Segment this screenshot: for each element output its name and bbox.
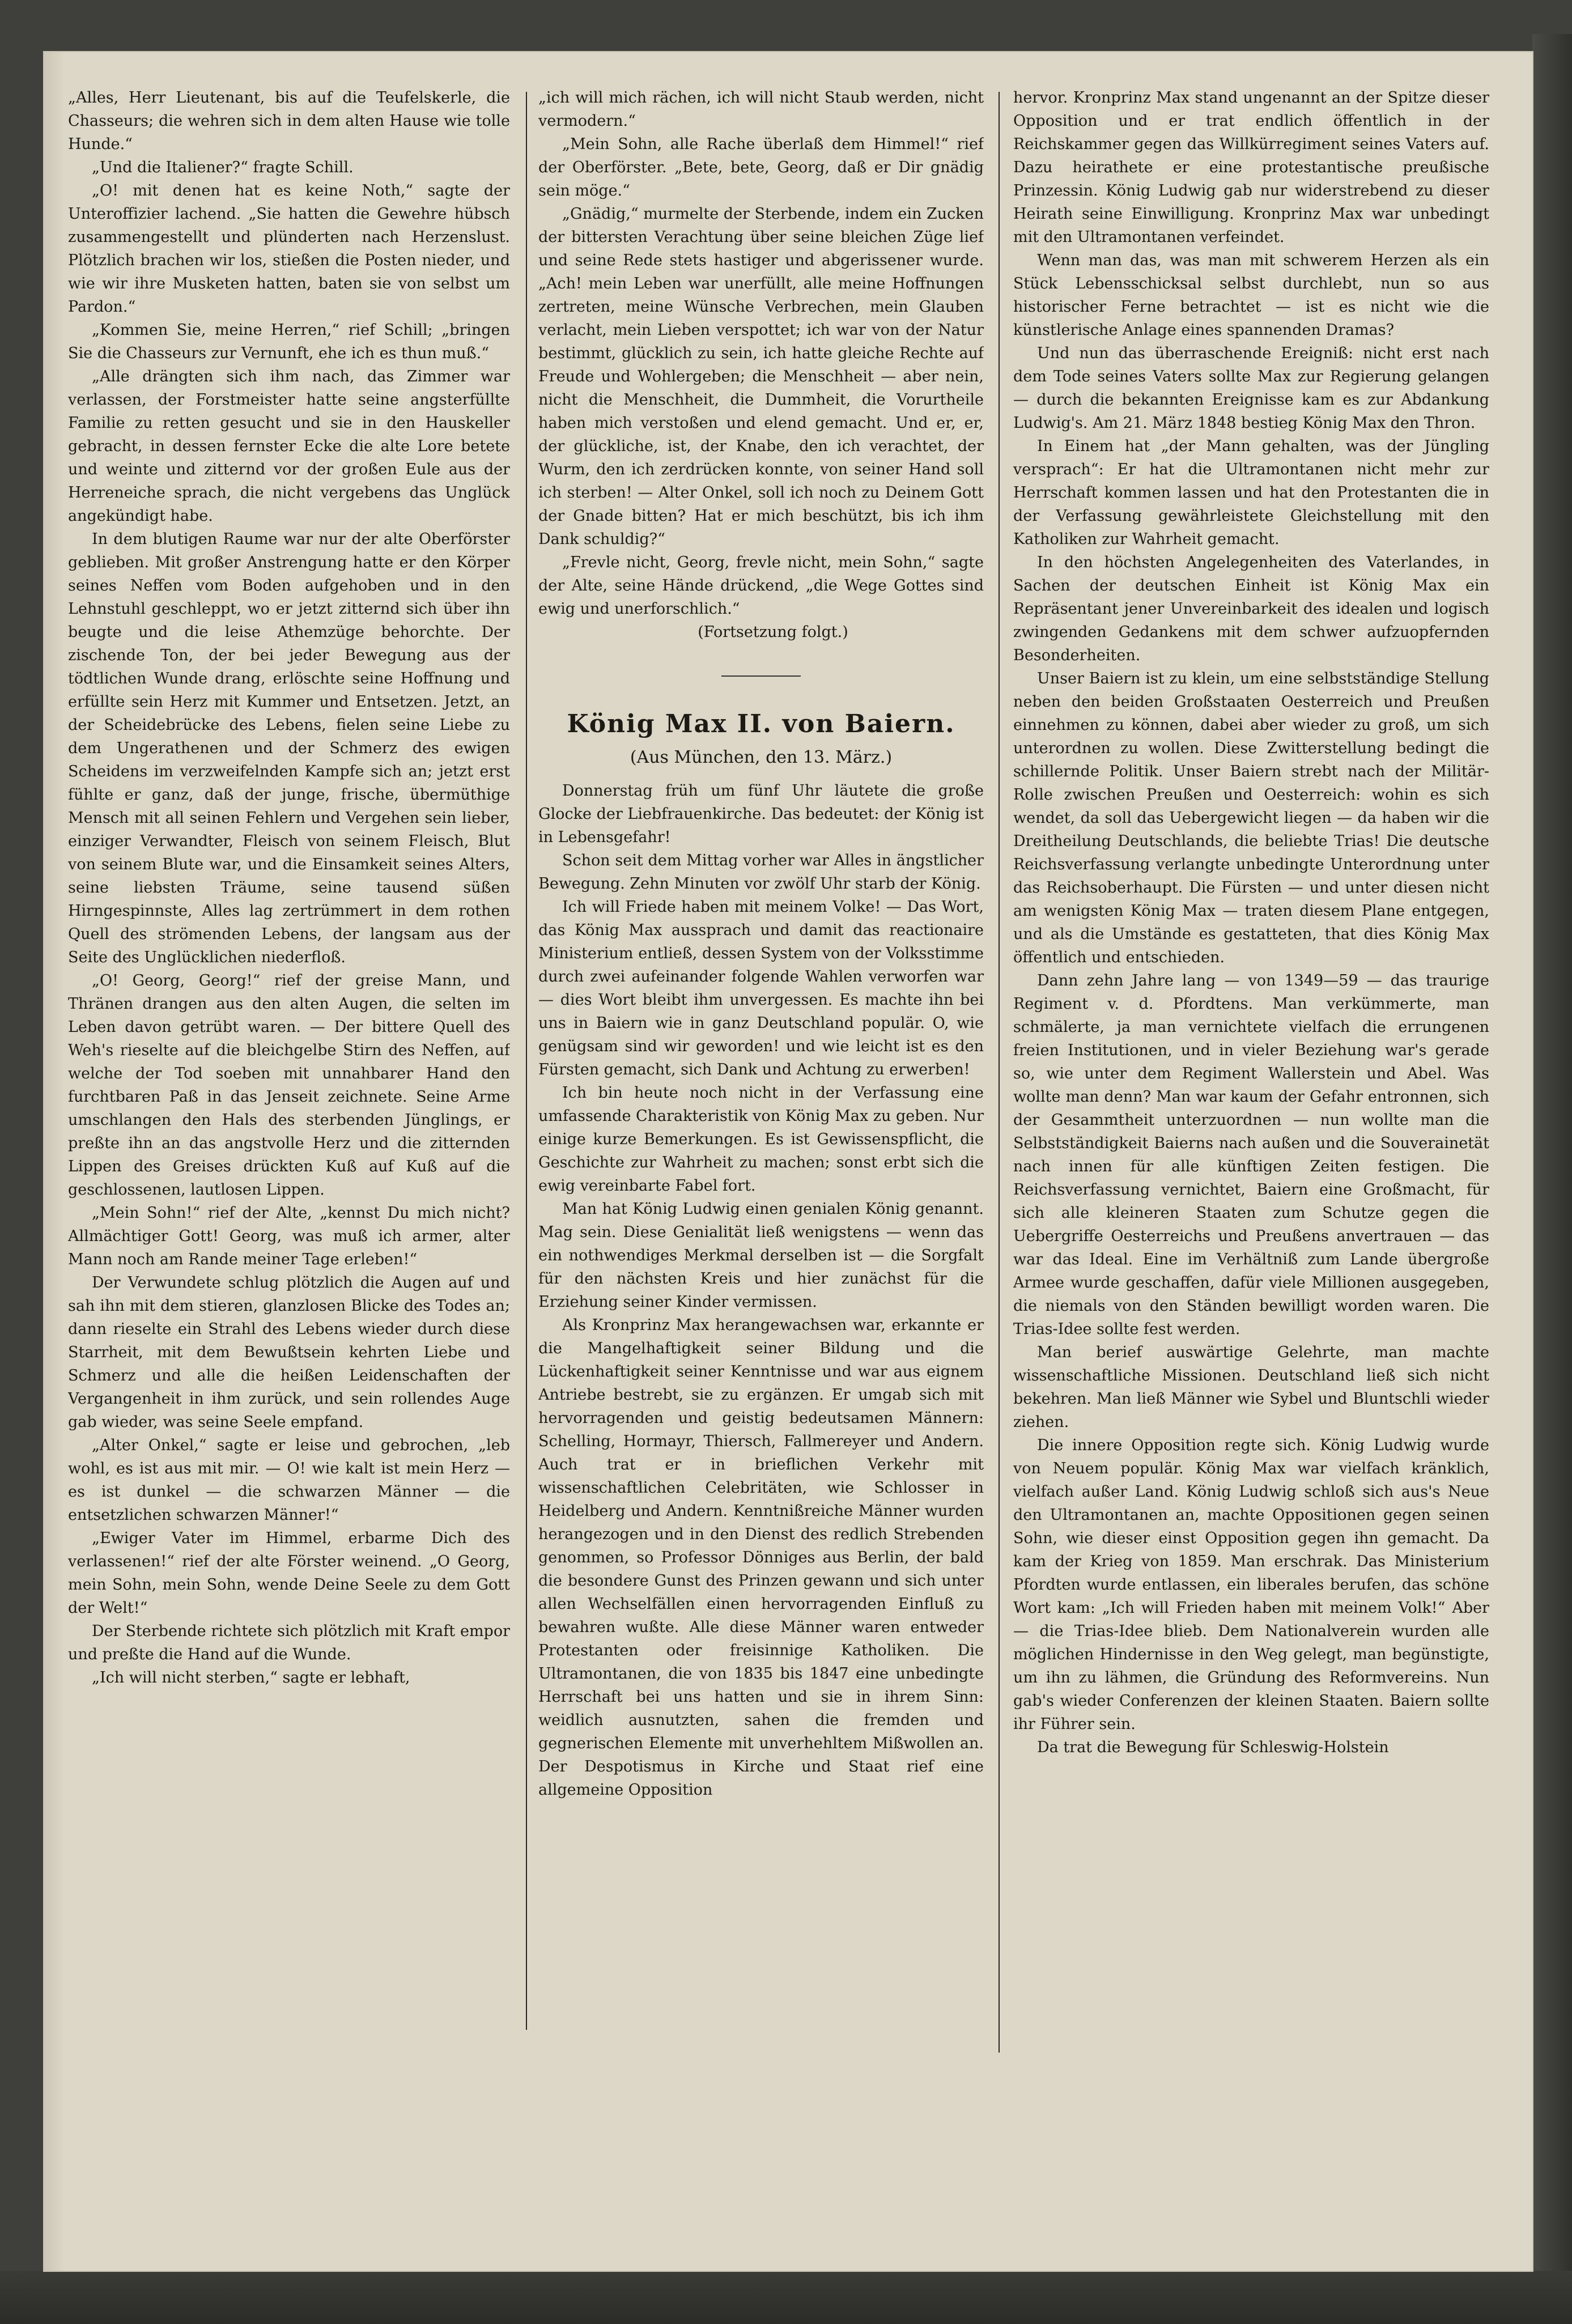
paragraph: „Kommen Sie, meine Herren,“ rief Schill; „bringen Sie die Chasseurs zur Vernunft, ehe ich es thun muß.“ [68, 321, 510, 362]
paragraph: Und nun das überraschende Ereigniß: nicht erst nach dem Tode seines Vaters sollte Max zur Regierung gelangen — durch die bekannten Ereignisse kam es zur Abdankung Ludwig's. Am 21. März 1848 bestieg König Max den Thron. [1013, 345, 1489, 432]
page-bottom-dark [0, 2271, 1572, 2324]
article-dateline: (Aus München, den 13. März.) [630, 747, 893, 767]
column-1 [68, 86, 510, 2024]
paragraph: In dem blutigen Raume war nur der alte Oberförster geblieben. Mit großer Anstrengung hatte er den Körper seines Neffen vom Boden aufgehoben und in den Lehnstuhl geschleppt, wo er jetzt zitternd sich über ihn beugte und die leise Athemzüge behorchte. Der zischende Ton, der bei jeder Bewegung aus der tödtlichen Wunde drang, erlöschte seine Hoffnung und erfüllte sein Herz mit Kummer und Entsetzen. Jetzt, an der Scheidebrücke des Lebens, fielen seine Liebe zu dem Ungerathenen und der Schmerz des ewigen Scheidens im verzweifelnden Kampfe sich an; jetzt erst fühlte er ganz, daß der junge, frische, übermüthige Mensch mit all seinen Fehlern und Vergehen sein lieber, einziger Verwandter, Fleisch von seinem Fleisch, Blut von seinem Blute war, und die Einsamkeit seines Alters, seine liebsten Träume, seine tausend süßen Hirngespinnste, Alles lag zertrümmert in dem rothen Quell des strömenden Lebens, der langsam aus der Seite des Unglücklichen niederfloß. [68, 530, 510, 966]
column-2 [538, 86, 984, 2047]
paragraph: „Mein Sohn!“ rief der Alte, „kennst Du mich nicht? Allmächtiger Gott! Georg, was muß ich armer, alter Mann noch am Rande meiner Tage erleben!“ [68, 1204, 510, 1268]
paragraph: „Alles, Herr Lieutenant, bis auf die Teufelskerle, die Chasseurs; die wehren sich in dem alten Hause wie tolle Hunde.“ [68, 89, 510, 153]
paragraph: Man hat König Ludwig einen genialen König genannt. Mag sein. Diese Genialität ließ wenigstens — wenn das ein nothwendiges Merkmal derselben ist — die Sorgfalt für den nächsten Kreis und hier zunächst für die Erziehung seiner Kinder vermissen. [538, 1200, 984, 1311]
section-separator [721, 675, 801, 677]
article-headline: König Max II. von Baiern. [567, 709, 955, 738]
column-3 [1013, 86, 1489, 2058]
paragraph: hervor. Kronprinz Max stand ungenannt an der Spitze dieser Opposition und er trat endlich öffentlich in der Reichskammer gegen das Willkürregiment seines Vaters auf. Dazu heirathete er eine protestantische preußische Prinzessin. König Ludwig gab nur widerstrebend zu dieser Heirath seine Einwilligung. Kronprinz Max war unbedingt mit den Ultramontanen verfeindet. [1013, 89, 1489, 246]
paragraph: Der Verwundete schlug plötzlich die Augen auf und sah ihn mit dem stieren, glanzlosen Blicke des Todes an; dann rieselte ein Strahl des Lebens wieder durch diese Starrheit, mit dem Bewußtsein kehrten Liebe und Schmerz und alle die heißen Leidenschaften der Vergangenheit in ihm zurück, und sein rollendes Auge gab wieder, was seine Seele empfand. [68, 1274, 510, 1431]
paragraph: „ich will mich rächen, ich will nicht Staub werden, nicht vermodern.“ [538, 89, 984, 130]
column-divider [526, 92, 527, 2030]
paragraph: „O! mit denen hat es keine Noth,“ sagte der Unteroffizier lachend. „Sie hatten die Gewehre hübsch zusammengestellt und plünderten nach Herzenslust. Plötzlich brachen wir los, stießen die Posten nieder, und wie wir ihre Musketen hatten, baten sie von selbst um Pardon.“ [68, 182, 510, 316]
paragraph: Ich will Friede haben mit meinem Volke! — Das Wort, das König Max aussprach und damit das reactionaire Ministerium entließ, dessen System von der Volksstimme durch zwei aufeinander folgende Wahlen verworfen war — dies Wort bleibt ihm unvergessen. Es machte ihn bei uns in Baiern wie in ganz Deutschland populär. O, wie genügsam sind wir geworden! und wie leicht ist es den Fürsten gemacht, sich Dank und Achtung zu erwerben! [538, 898, 984, 1078]
column-divider [999, 92, 1000, 2053]
paragraph: In den höchsten Angelegenheiten des Vaterlandes, in Sachen der deutschen Einheit ist König Max ein Repräsentant jener Unvereinbarkeit des idealen und logisch zwingenden Gedankens mit dem schwer aufzuopfernden Besonderheiten. [1013, 554, 1489, 664]
paragraph: Man berief auswärtige Gelehrte, man machte wissenschaftliche Missionen. Deutschland ließ sich nicht bekehren. Man ließ Männer wie Sybel und Bluntschli wieder ziehen. [1013, 1344, 1489, 1431]
serial-continuation-note: (Fortsetzung folgt.) [698, 623, 848, 641]
paragraph: Als Kronprinz Max herangewachsen war, erkannte er die Mangelhaftigkeit seiner Bildung und die Lückenhaftigkeit seiner Kenntnisse und war aus eignem Antriebe bestrebt, sie zu ergänzen. Er umgab sich mit hervorragenden und geistig bedeutsamen Männern: Schelling, Hormayr, Thiersch, Fallmereyer und Andern. Auch trat er in brieflichen Verkehr mit wissenschaftlichen Celebritäten, wie Schlosser in Heidelberg und Andern. Kenntnißreiche Männer wurden herangezogen und in den Dienst des redlich Strebenden genommen, so Professor Dönniges aus Berlin, der bald die besondere Gunst des Prinzen gewann und sich unter allen Wechselfällen einen hervorragenden Einfluß zu bewahren wußte. Alle diese Männer waren entweder Protestanten oder freisinnige Katholiken. Die Ultramontanen, die von 1835 bis 1847 eine unbedingte Herrschaft bei uns hatten und sie in ihrem Sinn: weidlich ausnutzten, sahen die fremden und gegnerischen Elemente mit unverhehltem Mißwollen an. Der Despotismus in Kirche und Staat rief eine allgemeine Opposition [538, 1316, 984, 1799]
paragraph: In Einem hat „der Mann gehalten, was der Jüngling versprach“: Er hat die Ultramontanen nicht mehr zur Herrschaft kommen lassen und hat den Protestanten die in der Verfassung gewährleistete Gleichstellung mit den Katholiken zur Wahrheit gemacht. [1013, 437, 1489, 548]
paragraph: Wenn man das, was man mit schwerem Herzen als ein Stück Lebensschicksal selbst durchlebt, nun so aus historischer Ferne betrachtet — ist es nicht wie die künstlerische Anlage eines spannenden Dramas? [1013, 252, 1489, 339]
paragraph: „Alle drängten sich ihm nach, das Zimmer war verlassen, der Forstmeister hatte seine angsterfüllte Familie zu retten gesucht und sie in den Hauskeller gebracht, in dessen fernster Ecke die alte Lore betete und weinte und zitternd vor der großen Eule aus der Herreneiche sprach, die nicht vergebens das Unglück angekündigt habe. [68, 368, 510, 525]
paragraph: Ich bin heute noch nicht in der Verfassung eine umfassende Charakteristik von König Max zu geben. Nur einige kurze Bemerkungen. Es ist Gewissenspflicht, die Geschichte zur Wahrheit zu machen; sonst erbt sich die ewig vereinbarte Fabel fort. [538, 1084, 984, 1195]
paragraph: „Alter Onkel,“ sagte er leise und gebrochen, „leb wohl, es ist aus mit mir. — O! wie kalt ist mein Herz — es ist dunkel — die schwarzen Männer — die entsetzlichen schwarzen Männer!“ [68, 1437, 510, 1524]
paragraph: „Gnädig,“ murmelte der Sterbende, indem ein Zucken der bittersten Verachtung über seine bleichen Züge lief und seine Rede stets hastiger und abgerissener wurde. „Ach! mein Leben war unerfüllt, alle meine Hoffnungen zertreten, meine Wünsche Verbrechen, mein Glauben verlacht, mein Lieben verspottet; ich war von der Natur bestimmt, glücklich zu sein, ich hatte gleiche Rechte auf Freude und Wohlergeben; die Menschheit — aber nein, nicht die Menschheit, die Dummheit, die Vorurtheile haben mich verstoßen und elend gemacht. Und er, er, der glückliche, ist, der Knabe, den ich verachtet, der Wurm, den ich zerdrücken konnte, von seiner Hand soll ich sterben! — Alter Onkel, soll ich noch zu Deinem Gott der Gnade bitten? Hat er mich beschützt, bis ich ihm Dank schuldig?“ [538, 205, 984, 548]
paragraph: „Ewiger Vater im Himmel, erbarme Dich des verlassenen!“ rief der alte Förster weinend. „O Georg, mein Sohn, mein Sohn, wende Deine Seele zu dem Gott der Welt!“ [68, 1529, 510, 1617]
paragraph: „Frevle nicht, Georg, frevle nicht, mein Sohn,“ sagte der Alte, seine Hände drückend, „die Wege Gottes sind ewig und unerforschlich.“ [538, 554, 984, 618]
newspaper-page [44, 52, 1532, 2271]
paragraph: Unser Baiern ist zu klein, um eine selbstständige Stellung neben den beiden Großstaaten Oesterreich und Preußen einnehmen zu können, dabei aber wieder zu groß, um sich unterordnen zu wollen. Diese Zwitterstellung bedingt die schillernde Politik. Unser Baiern strebt nach der Militär-Rolle zwischen Preußen und Oesterreich: wohin es sich wendet, da soll das Uebergewicht liegen — da haben wir die Dreitheilung Deutschlands, die beliebte Trias! Die deutsche Reichsverfassung verlangte unbedingte Unterordnung unter das Reichsoberhaupt. Die Fürsten — und unter diesen nicht am wenigsten König Max — traten diesem Plane entgegen, und als die Umstände es gestatteten, that dies König Max öffentlich und entschieden. [1013, 670, 1489, 966]
paragraph: Donnerstag früh um fünf Uhr läutete die große Glocke der Liebfrauenkirche. Das bedeutet: der König ist in Lebensgefahr! [538, 782, 984, 846]
paragraph: „Mein Sohn, alle Rache überlaß dem Himmel!“ rief der Oberförster. „Bete, bete, Georg, daß er Dir gnädig sein möge.“ [538, 135, 984, 199]
paragraph: Schon seit dem Mittag vorher war Alles in ängstlicher Bewegung. Zehn Minuten vor zwölf Uhr starb der König. [538, 852, 984, 893]
paragraph: „Und die Italiener?“ fragte Schill. [92, 159, 354, 176]
paragraph: „Ich will nicht sterben,“ sagte er lebhaft, [92, 1669, 410, 1686]
page-edge-dark [1532, 34, 1572, 2324]
paragraph: Dann zehn Jahre lang — von 1349—59 — das traurige Regiment v. d. Pfordtens. Man verkümmerte, man schmälerte, ja man vernichtete vielfach die errungenen freien Institutionen, und in vieler Beziehung war's gerade so, wie unter dem Regiment Wallerstein und Abel. Was wollte man denn? Man war kaum der Gefahr entronnen, sich der Gesammtheit unterzuordnen — nun wollte man die Selbstständigkeit Baierns nach außen und die Souverainetät nach innen für alle künftigen Zeiten festigen. Die Reichsverfassung vernichtet, Baiern eine Großmacht, für sich alle kleineren Staaten zum Schutze gegen die Uebergriffe Oesterreichs und Preußens anvertrauen — das war das Ideal. Eine im Verhältniß zum Lande übergroße Armee wurde geschaffen, dafür viele Millionen ausgegeben, die niemals von den Ständen bewilligt worden waren. Die Trias-Idee sollte fest werden. [1013, 972, 1489, 1338]
paragraph: „O! Georg, Georg!“ rief der greise Mann, und Thränen drangen aus den alten Augen, die selten im Leben davon getrübt waren. — Der bittere Quell des Weh's rieselte auf die bleichgelbe Stirn des Neffen, auf welche der Tod soeben mit unnahbarer Hand den furchtbaren Paß in das Jenseit zeichnete. Seine Arme umschlangen den Hals des sterbenden Jünglings, er preßte ihn an das angstvolle Herz und die zitternden Lippen des Greises drückten Kuß auf Kuß auf die geschlossenen, lautlosen Lippen. [68, 972, 510, 1199]
page-fold-shadow [44, 52, 65, 2271]
paragraph: Der Sterbende richtete sich plötzlich mit Kraft empor und preßte die Hand auf die Wunde. [68, 1622, 510, 1663]
paragraph: Da trat die Bewegung für Schleswig-Holstein [1037, 1739, 1389, 1756]
paragraph: Die innere Opposition regte sich. König Ludwig wurde von Neuem populär. König Max war vielfach kränklich, vielfach außer Land. König Ludwig schloß sich aus's Neue den Ultramontanen an, machte Oppositionen gegen seinen Sohn, wie dieser einst Opposition gegen ihn gemacht. Da kam der Krieg von 1859. Man erschrak. Das Ministerium Pfordten wurde entlassen, ein liberales berufen, das schöne Wort kam: „Ich will Frieden haben mit meinem Volk!“ Aber — die Trias-Idee blieb. Dem Nationalverein wurden alle möglichen Hindernisse in den Weg gelegt, man begünstigte, um ihn zu lähmen, die Gründung des Reformvereins. Nun gab's wieder Conferenzen der kleinen Staaten. Baiern sollte ihr Führer sein. [1013, 1437, 1489, 1733]
